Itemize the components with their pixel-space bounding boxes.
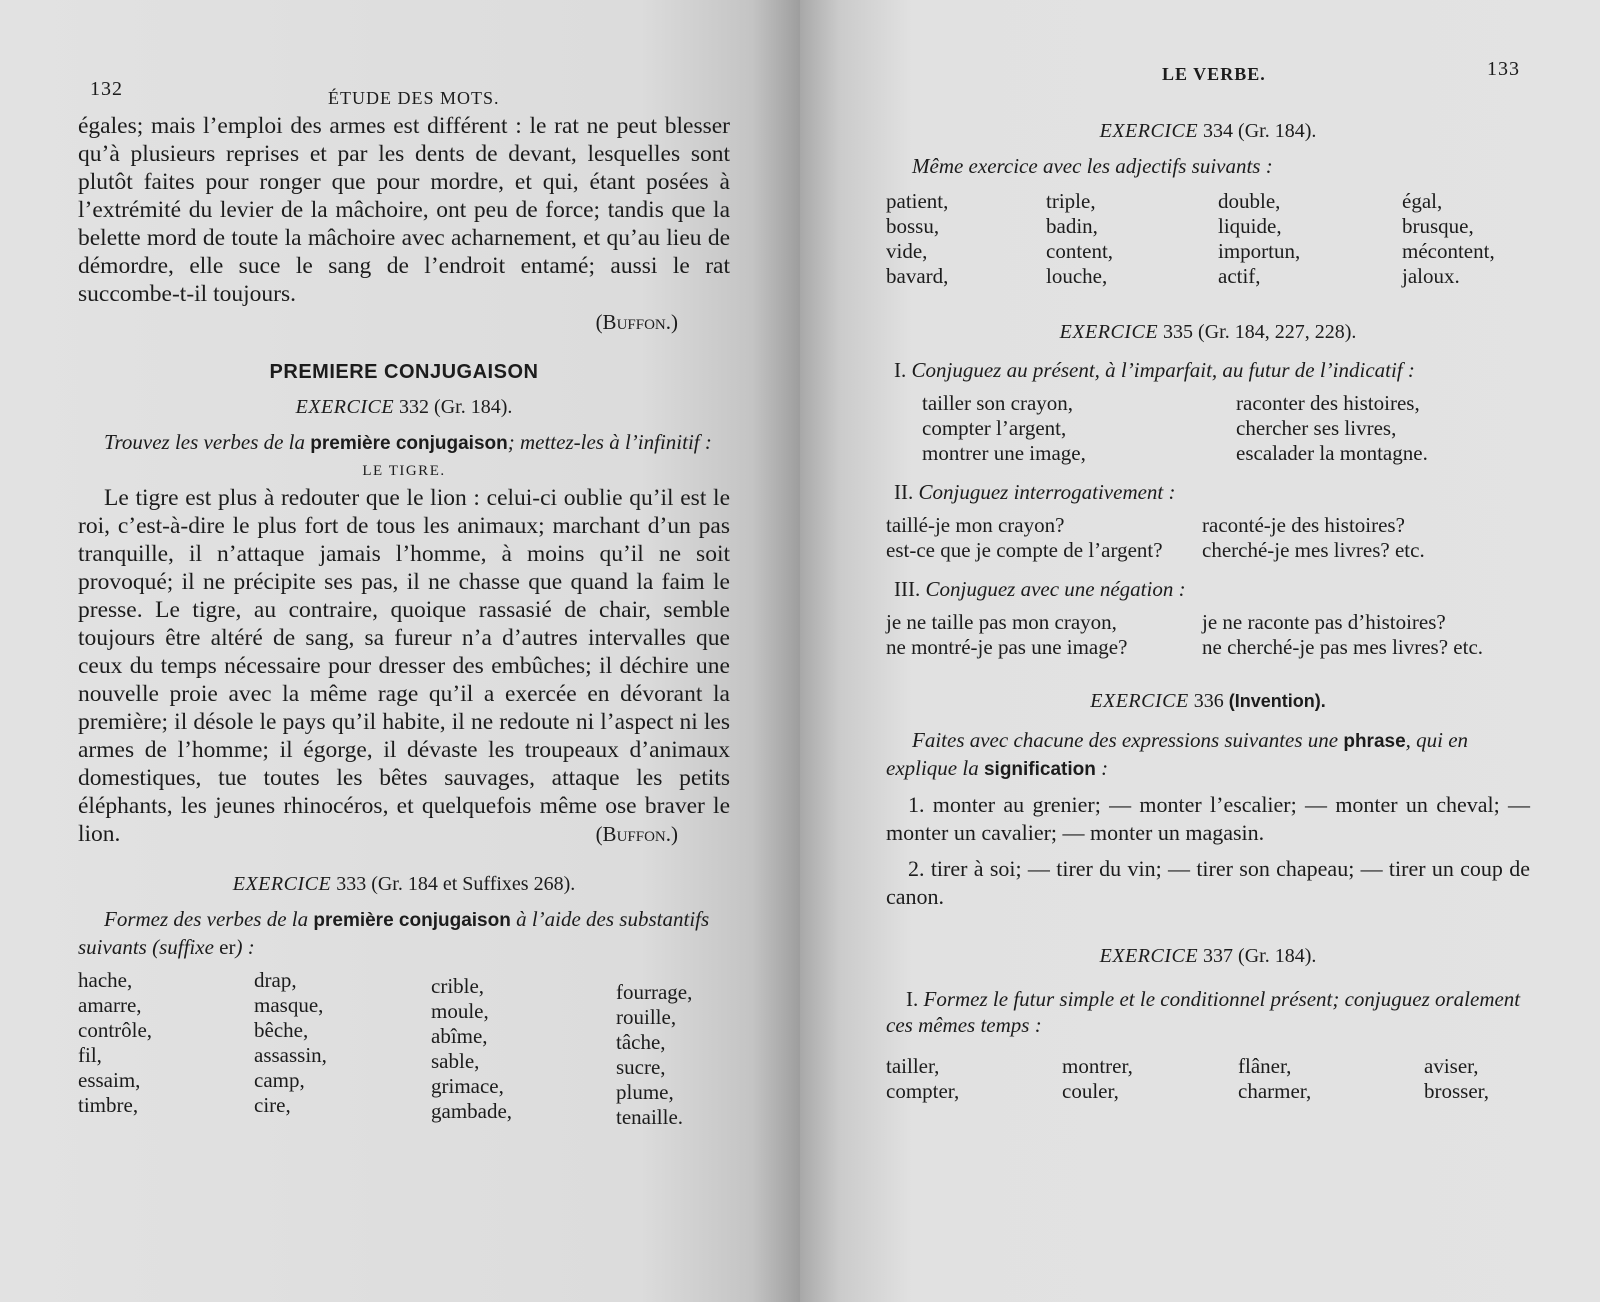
word: amarre, — [78, 993, 142, 1017]
word: tenaille. — [616, 1105, 684, 1129]
exercise-337-heading — [886, 945, 1530, 968]
exercise-334-word-grid — [886, 189, 1530, 289]
instr-text: Formez le futur simple et le conditionnel présent; conjuguez oralement ces mêmes temps : — [886, 987, 1521, 1037]
word-column — [1062, 1054, 1238, 1104]
word: brusque, — [1402, 214, 1474, 238]
word-column — [616, 968, 776, 1130]
exercise-333-number: 333 (Gr. 184 et Suffixes 268). — [336, 873, 576, 895]
phrase: escalader la montagne. — [1236, 441, 1428, 465]
roman-numeral: I. — [894, 358, 907, 382]
intro-attribution: (Buffon.) — [595, 310, 678, 334]
word: flâner, — [1238, 1054, 1292, 1078]
phrase: montrer une image, — [922, 441, 1086, 465]
phrase: chercher ses livres, — [1236, 416, 1397, 440]
word: bêche, — [254, 1018, 309, 1042]
exercise-334-heading — [886, 120, 1530, 143]
instr-text: ) : — [235, 935, 255, 959]
word: timbre, — [78, 1093, 139, 1117]
exercise-332-label: EXERCICE — [295, 396, 395, 418]
word: grimace, — [431, 1074, 504, 1098]
exercise-335-part-1-instruction — [894, 358, 1530, 383]
word: égal, — [1402, 189, 1443, 213]
word: tailler, — [886, 1054, 940, 1078]
word: contrôle, — [78, 1018, 153, 1042]
word-column — [1202, 610, 1532, 660]
instr-bold: phrase — [1343, 731, 1406, 752]
word-column — [78, 968, 254, 1130]
phrase: est-ce que je compte de l’argent? — [886, 538, 1163, 562]
exercise-337-instruction — [886, 986, 1530, 1038]
instr-bold: première conjugaison — [310, 433, 508, 454]
right-page — [800, 0, 1600, 1302]
word: sucre, — [616, 1055, 666, 1079]
roman-numeral: I. — [906, 987, 919, 1011]
word: couler, — [1062, 1079, 1119, 1103]
word-column — [886, 1054, 1062, 1104]
phrase: je ne taille pas mon crayon, — [886, 610, 1117, 634]
exercise-333-heading — [78, 873, 730, 896]
phrase: ne montré-je pas une image? — [886, 635, 1128, 659]
word: importun, — [1218, 239, 1301, 263]
item-text: monter au grenier; — monter l’escalier; — monter un cheval; — monter un cavalier; — monter un magasin. — [886, 792, 1531, 845]
word: vide, — [886, 239, 928, 263]
word: camp, — [254, 1068, 305, 1092]
instr-bold: première conjugaison — [313, 910, 511, 931]
word: drap, — [254, 968, 297, 992]
exercise-336-instruction — [886, 727, 1530, 783]
instr-text: Faites avec chacune des expressions suivantes une — [912, 728, 1339, 752]
instr-text: à l’aide des substantifs suivants (suffixe — [78, 907, 710, 959]
exercise-335-part-1-grid — [922, 391, 1530, 466]
word: patient, — [886, 189, 949, 213]
word-column — [1218, 189, 1402, 289]
left-page-number: 132 — [90, 78, 123, 100]
phrase: raconter des histoires, — [1236, 391, 1420, 415]
exercise-337-word-grid — [886, 1054, 1530, 1104]
word-column — [886, 513, 1202, 563]
exercise-333-label: EXERCICE — [232, 873, 332, 895]
phrase: je ne raconte pas d’histoires? — [1202, 610, 1446, 634]
exercise-336-heading — [886, 690, 1530, 713]
exercise-335-part-3-instruction — [894, 577, 1530, 602]
word: charmer, — [1238, 1079, 1312, 1103]
instr-bold: signification — [983, 759, 1096, 780]
phrase: taillé-je mon crayon? — [886, 513, 1065, 537]
exercise-334-label: EXERCICE — [1099, 120, 1199, 142]
exercise-336-invention: (Invention). — [1228, 691, 1326, 711]
exercise-333-word-grid — [78, 968, 730, 1130]
word: sable, — [431, 1049, 480, 1073]
exercise-334-number: 334 (Gr. 184). — [1203, 120, 1317, 142]
word: mécontent, — [1402, 239, 1495, 263]
word: crible, — [431, 974, 485, 998]
story-attribution: (Buffon.) — [595, 822, 678, 846]
instr-text: Conjuguez au présent, à l’imparfait, au futur de l’indicatif : — [911, 358, 1415, 382]
word: montrer, — [1062, 1054, 1133, 1078]
story-text: Le tigre est plus à redouter que le lion : celui-ci oublie qu’il est le roi, c’est-à-dire le plus fort de tous les animaux; marchant d’un pas tranquille, il n’attaque jamais l’homme, à moins qu’il ne soit provoqué; il ne précipite ses pas, il ne chasse que quand la faim le presse. Le tigre, au contraire, quoique rassasié de chair, semble toujours être altéré de sang, sa fureur n’a d’autres intervalles que ceux du temps nécessaire pour dresser des embûches; il déchire une nouvelle proie avec la même rage qu’il a exercée en dévorant la première; il désole le pays qu’il habite, il ne redoute ni l’aspect ni les armes de l’homme; il égorge, il dévaste les troupeaux d’animaux domestiques, tue toutes les bêtes sauvages, attaque les petits éléphants, les jeunes rhinocéros, et quelquefois même ose braver le lion. — [78, 485, 730, 847]
word: rouille, — [616, 1005, 677, 1029]
exercise-332-heading — [78, 396, 730, 419]
instr-text: Trouvez les verbes de la — [104, 430, 306, 454]
word: bossu, — [886, 214, 940, 238]
word: gambade, — [431, 1099, 513, 1123]
exercise-335-part-3-grid — [886, 610, 1530, 660]
exercise-332-instruction — [78, 429, 730, 457]
word: actif, — [1218, 264, 1261, 288]
story-title: LE TIGRE. — [362, 463, 446, 479]
exercise-335-heading — [886, 321, 1530, 344]
exercise-336-item-2 — [886, 855, 1530, 911]
right-page-number: 133 — [1487, 58, 1520, 80]
word: masque, — [254, 993, 324, 1017]
exercise-335-part-2-grid — [886, 513, 1530, 563]
word: hache, — [78, 968, 133, 992]
word: fil, — [78, 1043, 102, 1067]
phrase: tailler son crayon, — [922, 391, 1074, 415]
word: plume, — [616, 1080, 674, 1104]
section-heading: PREMIERE CONJUGAISON — [269, 361, 539, 383]
instr-text: ; mettez-les à l’infinitif : — [507, 430, 712, 454]
word: moule, — [431, 999, 489, 1023]
word-column — [1238, 1054, 1424, 1104]
word-column — [922, 391, 1236, 466]
instr-text: Conjuguez avec une négation : — [925, 577, 1186, 601]
word: fourrage, — [616, 980, 693, 1004]
right-running-title: LE VERBE. — [1162, 64, 1266, 84]
exercise-336-label: EXERCICE — [1090, 690, 1189, 712]
word-column — [886, 610, 1202, 660]
instr-suffix: er — [219, 935, 236, 959]
left-running-title: ÉTUDE DES MOTS. — [328, 88, 500, 108]
exercise-335-number: 335 (Gr. 184, 227, 228). — [1163, 321, 1357, 343]
exercise-337-label: EXERCICE — [1099, 945, 1199, 967]
word-column — [1424, 1054, 1574, 1104]
word: bavard, — [886, 264, 949, 288]
instr-text: , qui en explique la — [886, 728, 1469, 780]
exercise-337-number: 337 (Gr. 184). — [1203, 945, 1317, 967]
word-column — [886, 189, 1046, 289]
word: tâche, — [616, 1030, 666, 1054]
item-text: tirer à soi; — tirer du vin; — tirer son chapeau; — tirer un coup de canon. — [886, 856, 1531, 909]
word: content, — [1046, 239, 1114, 263]
word-column — [254, 968, 431, 1130]
word: badin, — [1046, 214, 1098, 238]
instr-text: Conjuguez interrogativement : — [918, 480, 1176, 504]
roman-numeral: III. — [894, 577, 921, 601]
phrase: cherché-je mes livres? etc. — [1202, 538, 1425, 562]
word: abîme, — [431, 1024, 488, 1048]
exercise-335-label: EXERCICE — [1059, 321, 1159, 343]
left-running-head — [78, 78, 730, 112]
exercise-336-number: 336 — [1193, 690, 1224, 712]
item-number: 1. — [908, 792, 925, 817]
item-number: 2. — [908, 856, 925, 881]
exercise-335-part-2-instruction — [894, 480, 1530, 505]
phrase: ne cherché-je pas mes livres? etc. — [1202, 635, 1484, 659]
exercise-333-instruction — [78, 906, 730, 960]
word: jaloux. — [1402, 264, 1460, 288]
right-running-head — [886, 58, 1530, 92]
exercise-336-item-1 — [886, 791, 1530, 847]
exercise-332-number: 332 (Gr. 184). — [399, 396, 513, 418]
word-column — [431, 968, 616, 1130]
word: aviser, — [1424, 1054, 1479, 1078]
word-column — [1402, 189, 1562, 289]
word: brosser, — [1424, 1079, 1490, 1103]
word: compter, — [886, 1079, 960, 1103]
word: cire, — [254, 1093, 291, 1117]
phrase: compter l’argent, — [922, 416, 1067, 440]
word-column — [1202, 513, 1532, 563]
word: assassin, — [254, 1043, 327, 1067]
word: louche, — [1046, 264, 1108, 288]
word: double, — [1218, 189, 1281, 213]
word: triple, — [1046, 189, 1096, 213]
intro-paragraph: égales; mais l’emploi des armes est différent : le rat ne peut blesser qu’à plusieurs reprises et par les dents de devant, lesquelles sont plutôt faites pour ronger que pour mordre, et qui, étant posées à l’extrémité du levier de la mâchoire, ont peu de force; tandis que la belette mord de toute la mâchoire avec acharnement, et qu’au lieu de démordre, elle suce le sang de l’endroit entamé; aussi le rat succombe-t-il toujours. — [78, 113, 730, 307]
word: essaim, — [78, 1068, 141, 1092]
instr-text: Formez des verbes de la — [104, 907, 309, 931]
word-column — [1236, 391, 1536, 466]
word-column — [1046, 189, 1218, 289]
phrase: raconté-je des histoires? — [1202, 513, 1405, 537]
instr-text: : — [1095, 756, 1109, 780]
word: liquide, — [1218, 214, 1282, 238]
roman-numeral: II. — [894, 480, 914, 504]
exercise-334-instruction: Même exercice avec les adjectifs suivants : — [912, 154, 1273, 178]
